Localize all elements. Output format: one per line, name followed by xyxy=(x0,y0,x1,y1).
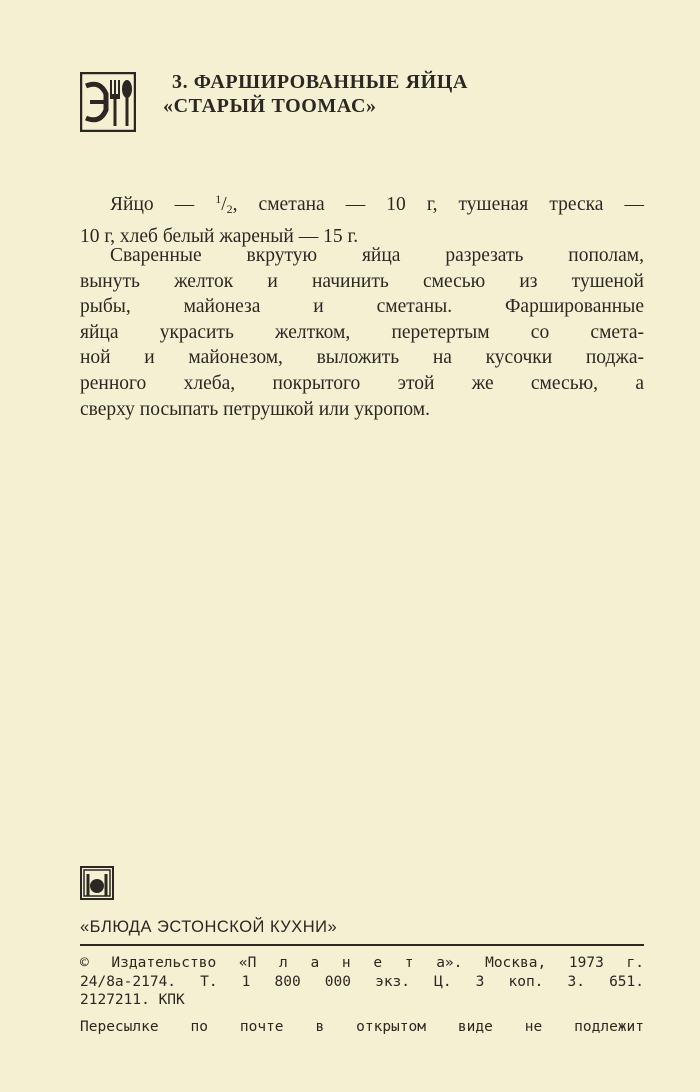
method-line: Сваренные вкрутую яйца разрезать пополам, xyxy=(110,245,644,266)
method-line: ренного хлеба, покрытого этой же смесью, а xyxy=(80,372,644,394)
method-line: вынуть желток и начинить смесью из тушеной xyxy=(80,270,644,292)
imprint-line: 2127211. КПК xyxy=(80,992,185,1009)
imprint-line: © Издательство «П л а н е т а». Москва, 1973 г. xyxy=(80,955,644,971)
ingredients-line1 xyxy=(80,186,644,223)
fraction-numerator: 1 xyxy=(215,192,222,206)
series-name: «БЛЮДА ЭСТОНСКОЙ КУХНИ» xyxy=(80,918,338,936)
recipe-title-line2: «СТАРЫЙ ТООМАС» xyxy=(163,95,377,117)
ingredients xyxy=(80,186,644,250)
method-line: ной и майонезом, выложить на кусочки поджа- xyxy=(80,347,644,369)
ingredients-text-a: Яйцо — xyxy=(110,194,216,215)
ingredients-text-b: , сметана — 10 г, тушеная треска — xyxy=(232,194,644,215)
ingredients-line2: 10 г, хлеб белый жареный — 15 г. xyxy=(80,226,359,247)
divider xyxy=(80,944,644,946)
publisher-logo-icon xyxy=(80,866,114,900)
cooking-method xyxy=(80,243,644,422)
imprint-line: 24/8а-2174. Т. 1 800 000 экз. Ц. 3 коп. З. 651. xyxy=(80,973,644,990)
fraction-slash: / xyxy=(221,194,227,215)
method-line: яйца украсить желтком, перетертым со смета- xyxy=(80,321,644,343)
fork-spoon-logo-icon xyxy=(80,72,136,132)
fraction-denominator: 2 xyxy=(226,202,233,216)
recipe-title-line1: 3. ФАРШИРОВАННЫЕ ЯЙЦА xyxy=(172,71,468,93)
method-line: рыбы, майонеза и сметаны. Фаршированные xyxy=(80,296,644,318)
postal-notice: Пересылке по почте в открытом виде не подлежит xyxy=(80,1018,644,1035)
imprint xyxy=(80,954,644,1036)
recipe-title xyxy=(163,70,468,118)
method-line: сверху посыпать петрушкой или укропом. xyxy=(80,398,430,420)
